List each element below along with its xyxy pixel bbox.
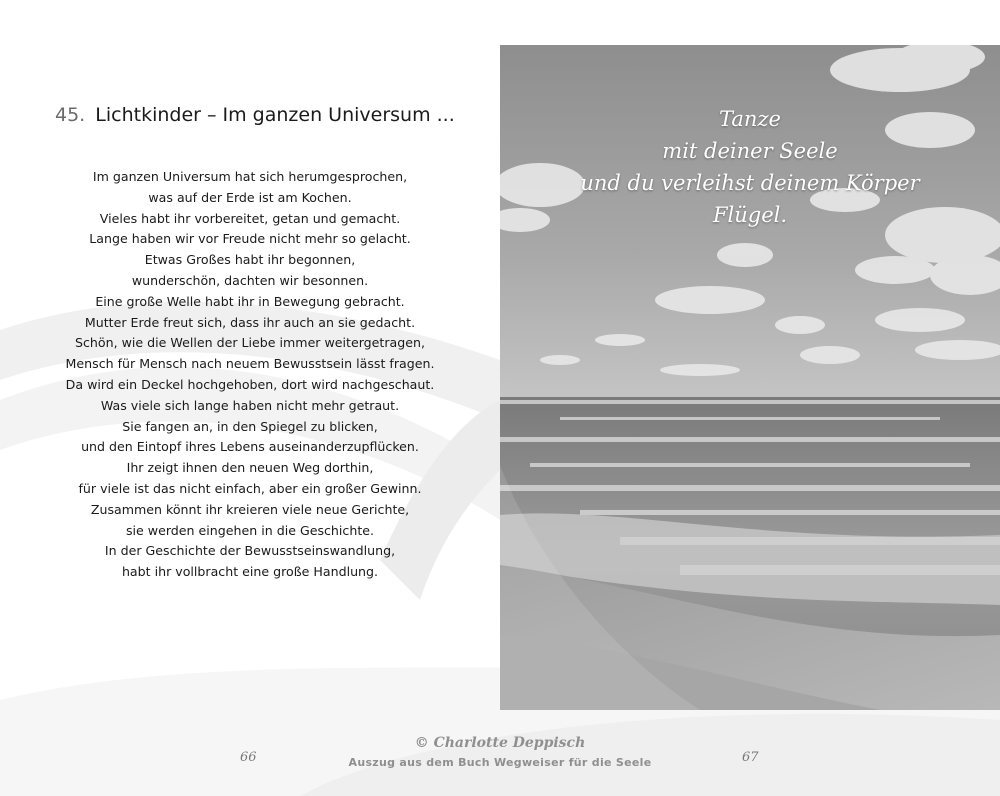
poem-line: was auf der Erde ist am Kochen. [148, 189, 352, 205]
poem-line: Schön, wie die Wellen der Liebe immer weitergetragen, [75, 335, 425, 351]
quote-line: Flügel. [712, 203, 788, 227]
chapter-title [55, 104, 485, 126]
poem-line: Lange haben wir vor Freude nicht mehr so gelacht. [89, 231, 411, 247]
book-excerpt-note: Auszug aus dem Buch Wegweiser für die Seele [348, 756, 652, 769]
poem-line: Zusammen könnt ihr kreieren viele neue Gerichte, [90, 501, 410, 517]
page-number-left: 66 [240, 750, 257, 765]
poem-line: In der Geschichte der Bewusstseinswandlung, [104, 543, 396, 559]
poem-line: Ihr zeigt ihnen den neuen Weg dorthin, [126, 460, 374, 476]
chapter-number: 45. [55, 104, 86, 126]
poem-line: und den Eintopf ihres Lebens auseinanderzupflücken. [81, 439, 419, 455]
poem-line: Etwas Großes habt ihr begonnen, [144, 252, 356, 268]
quote-line: Tanze [719, 107, 781, 131]
poem-line: Im ganzen Universum hat sich herumgesprochen, [92, 169, 408, 184]
poem-line: Vieles habt ihr vorbereitet, getan und gemacht. [99, 210, 401, 226]
page-number-right: 67 [742, 750, 759, 765]
poem-line: Was viele sich lange haben nicht mehr getraut. [100, 397, 400, 413]
inspirational-quote [500, 103, 1000, 231]
poem-line: Mutter Erde freut sich, dass ihr auch an sie gedacht. [84, 314, 416, 330]
poem-line: für viele ist das nicht einfach, aber ein großer Gewinn. [78, 480, 422, 496]
poem-line: Da wird ein Deckel hochgehoben, dort wird nachgeschaut. [65, 376, 435, 392]
poem-line: Mensch für Mensch nach neuem Bewusstsein lässt fragen. [65, 356, 435, 372]
poem-line: wunderschön, dachten wir besonnen. [131, 272, 369, 288]
quote-line: mit deiner Seele [662, 139, 838, 163]
poem-line: sie werden eingehen in die Geschichte. [125, 522, 375, 538]
poem-text [40, 167, 460, 583]
quote-line: und du verleihst deinem Körper [580, 171, 920, 195]
poem-line: habt ihr vollbracht eine große Handlung. [121, 564, 379, 580]
sea-photo [500, 45, 1000, 710]
copyright-notice: © Charlotte Deppisch [414, 735, 586, 751]
poem-line: Eine große Welle habt ihr in Bewegung gebracht. [95, 293, 405, 309]
chapter-title-text: Lichtkinder – Im ganzen Universum ... [95, 104, 455, 126]
poem-line: Sie fangen an, in den Spiegel zu blicken, [122, 418, 378, 434]
